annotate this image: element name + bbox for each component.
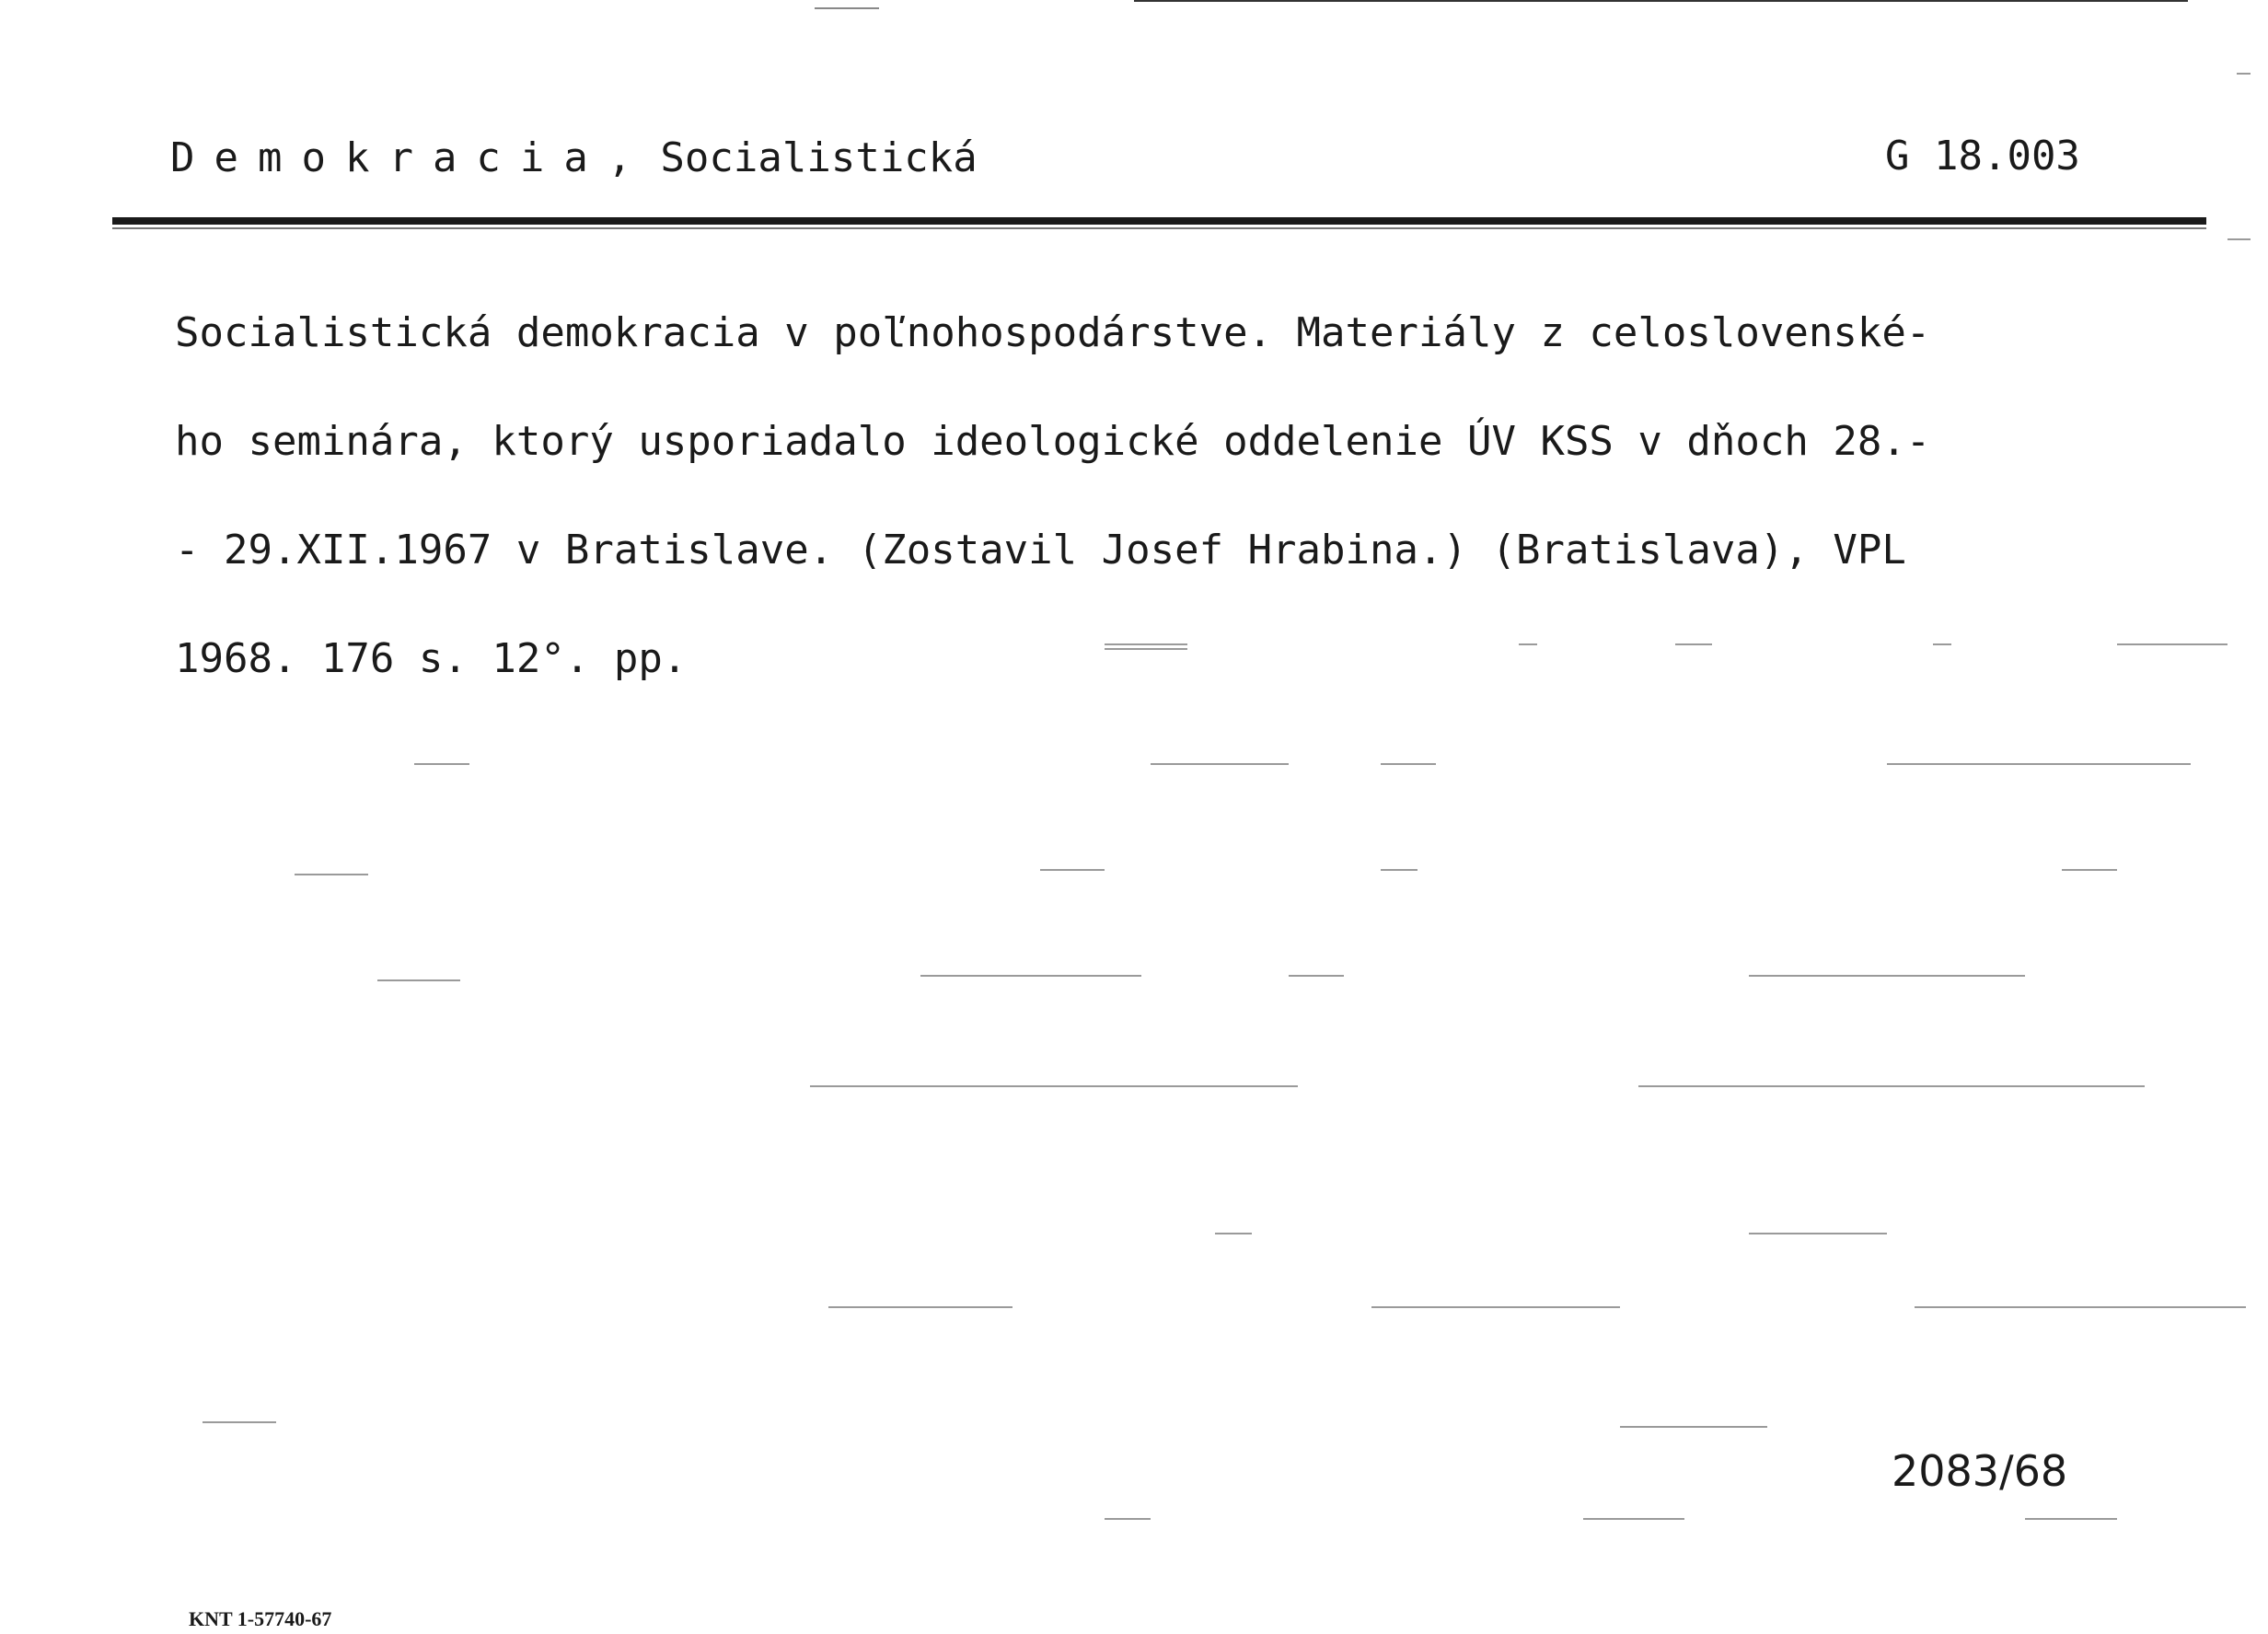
top-edge-mark: [815, 7, 879, 9]
bibliographic-entry: [175, 279, 2228, 713]
heading-rule: [112, 217, 2206, 225]
entry-line-2: ho seminára, ktorý usporiadalo ideologické oddelenie ÚV KSS v dňoch 28.-: [175, 418, 1931, 465]
top-edge-line: [1134, 0, 2188, 2]
entry-line-1: Socialistická demokracia v poľnohospodárstve. Materiály z celoslovenské-: [175, 309, 1931, 356]
heading-subject-main: Demokracia,: [170, 134, 652, 181]
heading-subject-qualifier: Socialistická: [660, 134, 978, 181]
heading-rule-shadow: [112, 227, 2206, 229]
entry-line-3: - 29.XII.1967 v Bratislave. (Zostavil Josef Hrabina.) (Bratislava), VPL: [175, 527, 1906, 574]
call-number: G 18.003: [1885, 133, 2080, 180]
card-heading: [170, 134, 978, 181]
accession-number: 2083/68: [1892, 1446, 2068, 1496]
form-print-code: KNT 1-57740-67: [189, 1607, 332, 1630]
entry-line-4: 1968. 176 s. 12°. pp.: [175, 635, 688, 682]
